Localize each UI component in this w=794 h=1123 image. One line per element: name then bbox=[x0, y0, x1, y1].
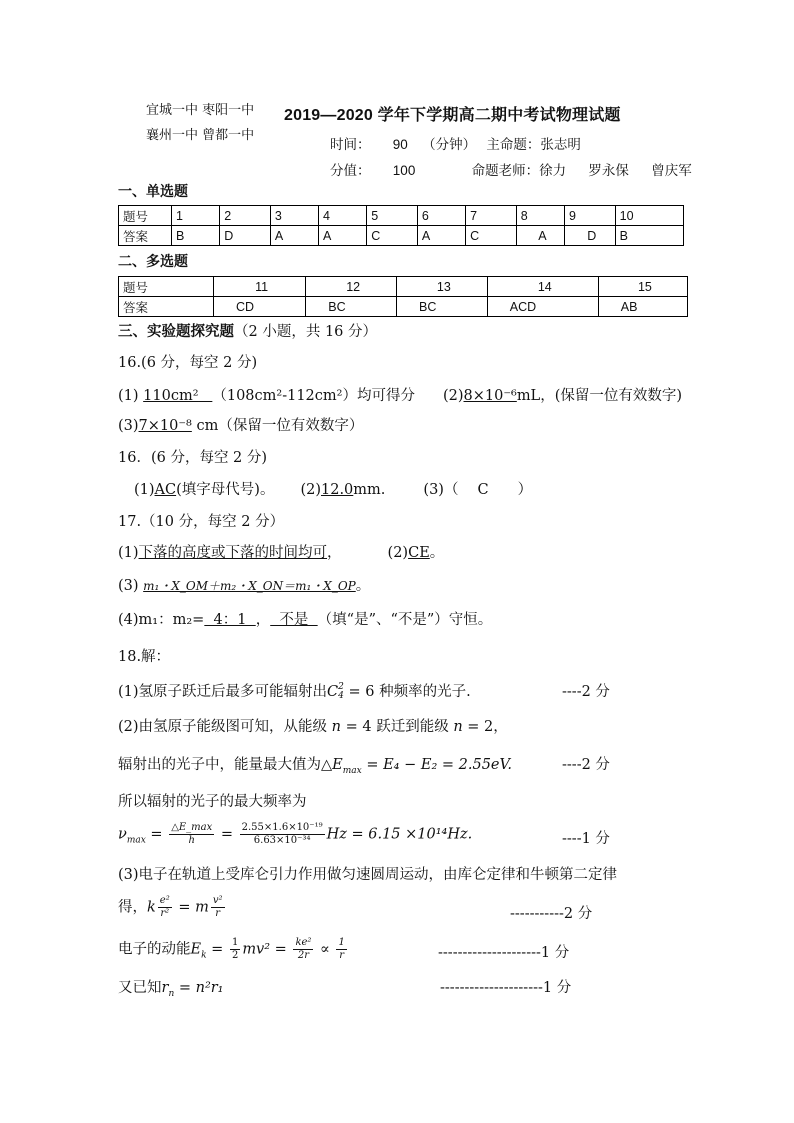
question-number: 1 bbox=[172, 206, 220, 226]
numerator: e² bbox=[159, 895, 170, 906]
math-eq: = bbox=[145, 826, 168, 843]
answer-cell: C bbox=[466, 226, 517, 246]
q18-line-8 bbox=[118, 937, 349, 962]
text: (1) bbox=[134, 482, 155, 498]
answer-blank: CE bbox=[408, 545, 430, 561]
text: (1)氢原子跃迁后最多可能辐射出 bbox=[118, 684, 328, 700]
math-var: n bbox=[453, 719, 463, 735]
math-eq: = n²r₁ bbox=[174, 980, 224, 996]
table-row-numbers bbox=[119, 206, 684, 226]
text: (2)由氢原子能级图可知，从能级 bbox=[118, 719, 332, 735]
question-number: 14 bbox=[487, 277, 598, 297]
answer-cell: A bbox=[270, 226, 318, 246]
text: 又已知 bbox=[118, 980, 162, 996]
text: (1) bbox=[118, 388, 144, 404]
answer-blank: 不是 bbox=[270, 612, 318, 628]
answer-blank: 7×10⁻⁸ bbox=[138, 418, 192, 434]
numerator: 1 bbox=[231, 937, 239, 948]
fraction bbox=[211, 895, 225, 920]
question-number: 2 bbox=[220, 206, 271, 226]
math-eq: = m bbox=[173, 899, 209, 916]
row-label: 题号 bbox=[119, 277, 214, 297]
score-note: -----------2 分 bbox=[510, 906, 593, 922]
text: (3) bbox=[118, 418, 139, 434]
section-3-title: 三、实验题探究题 bbox=[118, 323, 234, 340]
math-sub: max bbox=[126, 835, 146, 846]
text: 。 bbox=[355, 578, 371, 594]
question-number: 7 bbox=[466, 206, 517, 226]
question-number: 12 bbox=[306, 277, 397, 297]
text: cm（保留一位有效数字） bbox=[191, 418, 364, 434]
math-eq: ∝ bbox=[315, 941, 335, 958]
section-3-note: （2 小题，共 16 分） bbox=[234, 324, 378, 340]
text: (填字母代号)。 bbox=[176, 482, 275, 498]
text: 得， bbox=[118, 899, 147, 916]
text: = 4 跃迁到能级 bbox=[341, 719, 454, 735]
math-symbol: ν bbox=[118, 826, 127, 843]
table-row-answers bbox=[119, 297, 688, 317]
question-number: 10 bbox=[615, 206, 683, 226]
answer-cell: BC bbox=[397, 297, 488, 317]
q17-line-2 bbox=[118, 574, 370, 595]
denominator: r² bbox=[160, 908, 170, 919]
answer-blank: 下落的高度或下落的时间均可 bbox=[138, 545, 328, 561]
section-single-choice-heading: 一、单选题 bbox=[118, 184, 188, 200]
math-sub: k bbox=[201, 950, 207, 961]
math-symbol: E bbox=[190, 941, 202, 958]
fraction bbox=[158, 895, 172, 920]
answer-blank: 12.0 bbox=[321, 482, 354, 498]
text: (1) bbox=[118, 545, 139, 561]
section-multi-choice-heading: 二、多选题 bbox=[118, 254, 188, 270]
teachers-label: 命题老师：徐力 bbox=[471, 163, 567, 179]
answer-cell: D bbox=[564, 226, 615, 246]
q18-line-6: (3)电子在轨道上受库仑引力作用做匀速圆周运动，由库仑定律和牛顿第二定律 bbox=[118, 867, 618, 883]
row-label: 答案 bbox=[119, 226, 172, 246]
text: (2) bbox=[387, 545, 409, 561]
schools-line-2: 襄州一中 曾都一中 bbox=[146, 128, 255, 143]
question-number: 13 bbox=[397, 277, 488, 297]
q16a-line-2 bbox=[118, 414, 363, 435]
multi-choice-answer-table bbox=[118, 276, 688, 317]
time-value: 90 bbox=[392, 137, 408, 152]
text: ， bbox=[327, 545, 342, 561]
teacher-2: 罗永保 bbox=[588, 163, 629, 179]
q17-line-1 bbox=[118, 541, 444, 562]
text: (3)（ C ） bbox=[423, 482, 533, 498]
math-sup: 2 bbox=[338, 682, 344, 692]
text: (3) bbox=[118, 578, 139, 594]
text: mL，(保留一位有效数字) bbox=[516, 388, 683, 404]
exam-title: 2019—2020 学年下学期高二期中考试物理试题 bbox=[284, 107, 621, 124]
teacher-3: 曾庆军 bbox=[651, 163, 692, 179]
q16a-line-1 bbox=[118, 384, 682, 405]
math-sub: max bbox=[342, 765, 362, 776]
question-number: 11 bbox=[214, 277, 306, 297]
answer-cell: A bbox=[417, 226, 465, 246]
math-eq: = bbox=[206, 941, 228, 958]
text: = 2， bbox=[462, 719, 508, 735]
q18-line-4: 所以辐射的光子的最大频率为 bbox=[118, 794, 307, 810]
score-value: 100 bbox=[392, 163, 416, 178]
q18-line-3 bbox=[118, 753, 512, 776]
q16a-heading: 16.(6 分，每空 2 分) bbox=[118, 355, 258, 371]
numerator: △E_max bbox=[171, 822, 213, 833]
text: （108cm²-112cm²）均可得分 bbox=[212, 388, 415, 404]
text: (2) bbox=[300, 482, 321, 498]
math-eq: = 6 bbox=[343, 684, 380, 700]
section-experiment-heading bbox=[118, 320, 377, 341]
math-var: n bbox=[331, 719, 341, 735]
math-symbol: C bbox=[327, 684, 339, 700]
answer-cell: C bbox=[367, 226, 418, 246]
math-eq: Hz = 6.15 ×10¹⁴Hz. bbox=[326, 826, 473, 843]
denominator: h bbox=[188, 835, 195, 846]
q17-heading: 17.（10 分，每空 2 分） bbox=[118, 514, 285, 530]
q18-line-1 bbox=[118, 680, 471, 701]
question-number: 6 bbox=[417, 206, 465, 226]
denominator: 2r bbox=[297, 950, 310, 961]
exam-time bbox=[330, 133, 581, 153]
answer-blank: AC bbox=[154, 482, 177, 498]
q17-line-3 bbox=[118, 608, 492, 629]
answer-cell: A bbox=[516, 226, 564, 246]
question-number: 4 bbox=[319, 206, 367, 226]
fraction bbox=[293, 937, 313, 962]
question-number: 15 bbox=[598, 277, 687, 297]
denominator: r bbox=[339, 950, 345, 961]
text: (2) bbox=[442, 388, 464, 404]
text: ， bbox=[255, 612, 271, 628]
answer-cell: BC bbox=[306, 297, 397, 317]
numerator: ke² bbox=[295, 937, 312, 948]
math-var: k bbox=[147, 899, 156, 916]
math-eq: = E₄ − E₂ = 2.55eV. bbox=[361, 757, 513, 773]
fraction bbox=[230, 937, 240, 962]
answer-cell: ACD bbox=[487, 297, 598, 317]
score-note: ---------------------1 分 bbox=[440, 980, 572, 996]
single-choice-answer-table bbox=[118, 205, 684, 246]
fraction bbox=[169, 822, 214, 847]
answer-cell: AB bbox=[598, 297, 687, 317]
text: 种频率的光子. bbox=[379, 684, 471, 700]
answer-cell: CD bbox=[214, 297, 306, 317]
answer-blank: 110cm² bbox=[143, 388, 199, 404]
q18-line-2 bbox=[118, 715, 508, 736]
score-note: ----2 分 bbox=[562, 757, 610, 773]
denominator: 6.63×10⁻³⁴ bbox=[253, 835, 311, 846]
question-number: 9 bbox=[564, 206, 615, 226]
question-number: 8 bbox=[516, 206, 564, 226]
q18-heading: 18.解： bbox=[118, 649, 171, 665]
answer-blank: 4：1 bbox=[204, 612, 256, 628]
math-sub: 4 bbox=[338, 691, 344, 701]
numerator: 2.55×1.6×10⁻¹⁹ bbox=[241, 822, 323, 833]
row-label: 题号 bbox=[119, 206, 172, 226]
answer-blank: 8×10⁻⁶ bbox=[463, 388, 517, 404]
denominator: 2 bbox=[231, 950, 239, 961]
schools-line-1: 宜城一中 枣阳一中 bbox=[146, 103, 255, 118]
answer-cell: B bbox=[615, 226, 683, 246]
q18-line-7 bbox=[118, 895, 227, 920]
text: 电子的动能 bbox=[118, 941, 191, 958]
q18-line-9 bbox=[118, 976, 224, 999]
score-note: ---------------------1 分 bbox=[438, 945, 570, 961]
time-label: 时间： bbox=[330, 137, 371, 153]
fraction bbox=[336, 937, 346, 962]
score-label: 分值： bbox=[330, 163, 371, 179]
answer-cell: A bbox=[319, 226, 367, 246]
numerator: 1 bbox=[338, 937, 345, 948]
time-unit: （分钟） bbox=[422, 137, 477, 153]
math-symbol: △E bbox=[321, 757, 343, 773]
fraction bbox=[240, 822, 325, 847]
denominator: r bbox=[215, 908, 221, 919]
score-note: ----1 分 bbox=[562, 831, 610, 847]
question-number: 5 bbox=[367, 206, 418, 226]
numerator: v² bbox=[212, 895, 223, 906]
question-number: 3 bbox=[270, 206, 318, 226]
school-list bbox=[146, 98, 254, 148]
q16b-heading: 16．(6 分，每空 2 分) bbox=[118, 450, 268, 466]
answer-blank: m₁・X_OM＋m₂・X_ON＝m₁・X_OP bbox=[143, 579, 356, 593]
score-note: ----2 分 bbox=[562, 684, 610, 700]
table-row-answers bbox=[119, 226, 684, 246]
text: 。 bbox=[429, 545, 445, 561]
q18-line-5: $\nu_{max}$ = $\frac{\triangle E\_\max}{h}$ = $\frac{\text{2.55×1.6×10⁻¹⁹}}{\text{6.63×10⁻³⁴}}$ Hz = 6.15 ×10¹⁴Hz. bbox=[118, 822, 473, 846]
q16b-line bbox=[134, 478, 532, 499]
text: mm. bbox=[353, 482, 386, 498]
answer-cell: D bbox=[220, 226, 271, 246]
table-row-numbers bbox=[119, 277, 688, 297]
chief-author: 主命题：张志明 bbox=[486, 137, 581, 153]
exam-score bbox=[330, 159, 692, 179]
text: 辐射出的光子中，能量最大值为 bbox=[118, 757, 321, 773]
math-symbol: r bbox=[161, 980, 169, 996]
row-label: 答案 bbox=[119, 297, 214, 317]
answer-cell: B bbox=[172, 226, 220, 246]
math-sub: n bbox=[168, 988, 175, 999]
text: (4)m₁：m₂= bbox=[118, 612, 205, 628]
math-eq: mv² = bbox=[242, 941, 292, 958]
text: （填“是”、“不是”）守恒。 bbox=[317, 612, 493, 628]
